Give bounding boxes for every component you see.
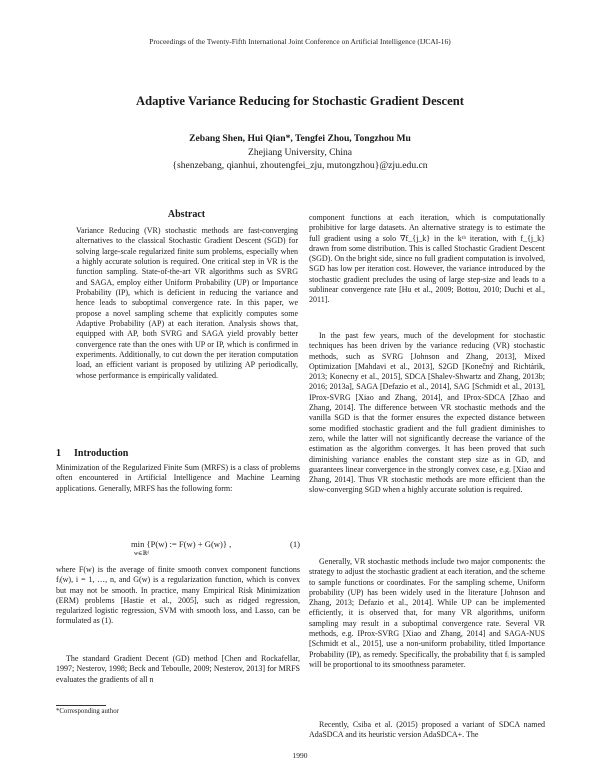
- right-paragraph-1: component functions at each iteration, which is computationally prohibitive for large datasets. An alternative strategy is to estimate the full gradient using a solo ∇f_{j_k} in the kᵗʰ iteration, with f_{j_k} drawn from some distribution. This is called Stochastic Gradient Descent (SGD). On the bright side, since no full gradient computation is involved, SGD has low per iteration cost. However, the variance introduced by the stochastic gradient precludes the using of large step-size and leads to a sublinear convergence rate [Hu et al., 2009; Bottou, 2010; Duchi et al., 2011].: [309, 213, 545, 305]
- author-emails: {shenzebang, qianhui, zhoutengfei_zju, mutongzhou}@zju.edu.cn: [172, 160, 428, 171]
- equation-subscript: w∈ℝᵈ: [134, 551, 150, 557]
- section-title: Introduction: [74, 448, 129, 459]
- intro-paragraph-3: The standard Gradient Decent (GD) method [Chen and Rockafellar, 1997; Nesterov, 1998; Beck and Teboulle, 2009; Nesterov, 2013] for MRFS evaluates the gradients of all n: [56, 654, 300, 684]
- right-paragraph-3: Generally, VR stochastic methods include two major components: the strategy to adjust the stochastic gradient at each iteration, and the scheme to sample functions or coordinates. For the sampling scheme, Uniform probability (UP) has been widely used in the literature [Johnson and Zhang, 2013; Defazio et al., 2014]. While UP can be implemented efficiently, it is observed that, for many VR algorithms, uniform sampling may result in a suboptimal convergence rate. Several VR methods, e.g. IProx-SVRG [Xiao and Zhang, 2014] and SAGA-NUS [Schmidt et al., 2015], use a non-uniform probability, titled Importance Probability (IP), as remedy. Specifically, the probability that fᵢ is sampled will be proportional to its smoothness parameter.: [309, 557, 545, 669]
- footnote-rule: [56, 705, 106, 706]
- affiliation: Zhejiang University, China: [247, 147, 353, 158]
- intro-paragraph-1: Minimization of the Regularized Finite Sum (MRFS) is a class of problems often encountered in Artificial Intelligence and Machine Learning applications. Generally, MRFS has the following form:: [56, 463, 300, 493]
- section-number: 1: [56, 448, 61, 459]
- equation-1: [56, 539, 300, 559]
- equation-number: (1): [289, 539, 300, 549]
- footnote: *Corresponding author: [56, 708, 119, 715]
- equation-expression: min {P(w) := F(w) + G(w)} ,: [131, 539, 232, 549]
- abstract-heading: Abstract: [167, 209, 206, 220]
- abstract-body: Variance Reducing (VR) stochastic methods are fast-converging alternatives to the classical Stochastic Gradient Descent (SGD) for solving large-scale regularized finite sum problems, especially when a highly accurate solution is required. One critical step in VR is the function sampling. State-of-the-art VR algorithms such as SVRG and SAGA, employ either Uniform Probability (UP) or Importance Probability (IP), which is deficient in reducing the variance and hence leads to suboptimal convergence rate. In this paper, we propose a novel sampling scheme that explicitly computes some Adaptive Probability (AP) at each iteration. Analysis shows that, equipped with AP, both SVRG and SAGA yield provably better convergence rate than the ones with UP or IP, which is confirmed in experiments. Additionally, to cut down the per iteration computation load, an efficient variant is proposed by utilizing AP periodically, whose performance is empirically validated.: [76, 226, 298, 380]
- paper-title: Adaptive Variance Reducing for Stochastic Gradient Descent: [136, 94, 464, 108]
- proceedings-header: Proceedings of the Twenty-Fifth International Joint Conference on Artificial Intelligence (IJCAI-16): [149, 37, 451, 46]
- page-number: 1990: [292, 751, 308, 760]
- intro-paragraph-2: where F(w) is the average of finite smooth convex component functions fᵢ(w), i = 1, …, n, and G(w) is a regularization function, which is convex but may not be smooth. In practice, many Empirical Risk Minimization (ERM) problems [Hastie et al., 2005], such as ridged regression, regularized logistic regression, SVM with smooth loss, and Lasso, can be formulated as (1).: [56, 565, 300, 626]
- author-list: Zebang Shen, Hui Qian*, Tengfei Zhou, Tongzhou Mu: [189, 133, 411, 144]
- right-paragraph-2: In the past few years, much of the development for stochastic techniques has been driven by the variance reducing (VR) stochastic methods, such as SVRG [Johnson and Zhang, 2013], Mixed Optimization [Mahdavi et al., 2013], S2GD [Konečný and Richtárik, 2013; Konecny et al., 2015], SDCA [Shalev-Shwartz and Zhang, 2013b; 2016; 2013a], SAGA [Defazio et al., 2014], SAG [Schmidt et al., 2013], IProx-SVRG [Xiao and Zhang, 2014], and IProx-SDCA [Zhao and Zhang, 2014]. The difference between VR stochastic methods and the vanilla SGD is that the former ensures the expected distance between some modified stochastic gradient and the full gradient diminishes to zero, while the latter will not significantly decrease the variance of the estimation as the algorithm converges. It has been proved that such diminishing variance enables the constant step size as in GD, and guarantees linear convergence in the strongly convex case, e.g. [Xiao and Zhang, 2014]. Thus VR stochastic methods are more efficient than the slow-converging SGD when a highly accurate solution is required.: [309, 331, 545, 495]
- right-paragraph-4: Recently, Csiba et al. (2015) proposed a variant of SDCA named AdaSDCA and its heuristic version AdaSDCA+. The: [309, 720, 545, 740]
- section-heading-introduction: [56, 448, 128, 459]
